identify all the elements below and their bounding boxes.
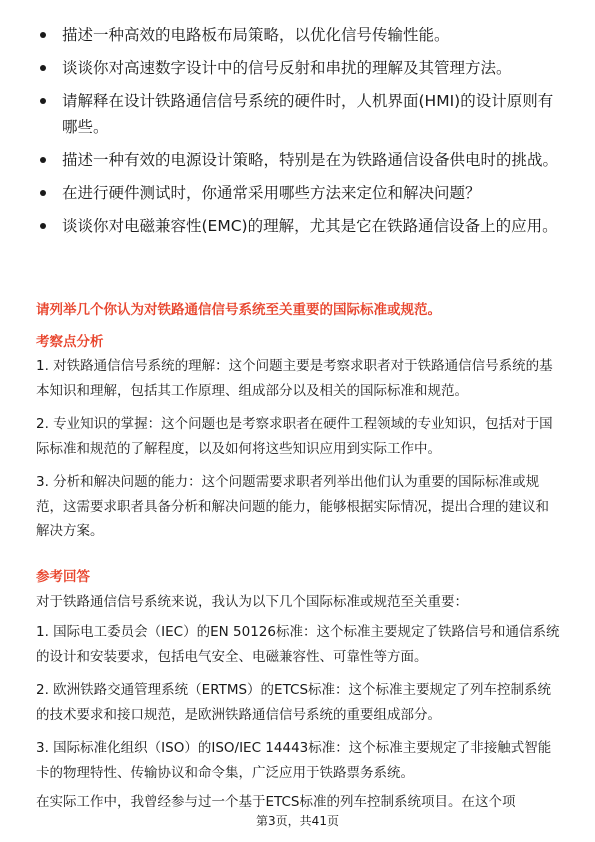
bullet-dot-icon — [40, 157, 46, 163]
answer-item: 1. 国际电工委员会（IEC）的EN 50126标准：这个标准主要规定了铁路信号和通信系统的设计和安装要求，包括电气安全、电磁兼容性、可靠性等方面。 — [36, 624, 560, 665]
page-number: 第3页，共41页 — [256, 814, 339, 828]
bullet-item — [36, 180, 566, 206]
bullet-item — [36, 147, 566, 173]
answer-heading: 参考回答 — [36, 569, 90, 585]
analysis-item: 3. 分析和解决问题的能力：这个问题需要求职者列举出他们认为重要的国际标准或规范，这需要求职者具备分析和解决问题的能力，能够根据实际情况，提出合理的建议和解决方案。 — [36, 474, 549, 539]
analysis-heading: 考察点分析 — [36, 334, 104, 350]
answer-intro: 对于铁路通信信号系统来说，我认为以下几个国际标准或规范至关重要： — [36, 594, 468, 610]
bullet-item — [36, 213, 566, 239]
bullet-text: 描述一种有效的电源设计策略，特别是在为铁路通信设备供电时的挑战。 — [62, 151, 559, 169]
answer-item: 3. 国际标准化组织（ISO）的ISO/IEC 14443标准：这个标准主要规定了非接触式智能卡的物理特性、传输协议和命令集，广泛应用于铁路票务系统。 — [36, 740, 552, 781]
bullet-dot-icon — [40, 223, 46, 229]
analysis-item: 2. 专业知识的掌握：这个问题也是考察求职者在硬件工程领域的专业知识，包括对于国际标准和规范的了解程度，以及如何将这些知识应用到实际工作中。 — [36, 416, 553, 457]
answer-item: 2. 欧洲铁路交通管理系统（ERTMS）的ETCS标准：这个标准主要规定了列车控制系统的技术要求和接口规范，是欧洲铁路通信信号系统的重要组成部分。 — [36, 682, 552, 723]
question-heading: 请列举几个你认为对铁路通信信号系统至关重要的国际标准或规范。 — [36, 302, 441, 318]
bullet-item — [36, 88, 566, 140]
bullet-text: 请解释在设计铁路通信信号系统的硬件时，人机界面(HMI)的设计原则有哪些。 — [62, 92, 554, 136]
bullet-dot-icon — [40, 98, 46, 104]
bullet-text: 在进行硬件测试时，你通常采用哪些方法来定位和解决问题？ — [62, 184, 481, 202]
bullet-dot-icon — [40, 32, 46, 38]
bullet-text: 描述一种高效的电路板布局策略，以优化信号传输性能。 — [62, 26, 450, 44]
bullet-dot-icon — [40, 190, 46, 196]
bullet-text: 谈谈你对高速数字设计中的信号反射和串扰的理解及其管理方法。 — [62, 59, 512, 77]
question-bullet-list — [36, 22, 566, 246]
analysis-item: 1. 对铁路通信信号系统的理解：这个问题主要是考察求职者对于铁路通信信号系统的基本知识和理解，包括其工作原理、组成部分以及相关的国际标准和规范。 — [36, 358, 553, 399]
bullet-text: 谈谈你对电磁兼容性(EMC)的理解，尤其是它在铁路通信设备上的应用。 — [62, 217, 558, 235]
answer-closing: 在实际工作中，我曾经参与过一个基于ETCS标准的列车控制系统项目。在这个项 — [36, 794, 516, 810]
bullet-dot-icon — [40, 65, 46, 71]
bullet-item — [36, 22, 566, 48]
bullet-item — [36, 55, 566, 81]
